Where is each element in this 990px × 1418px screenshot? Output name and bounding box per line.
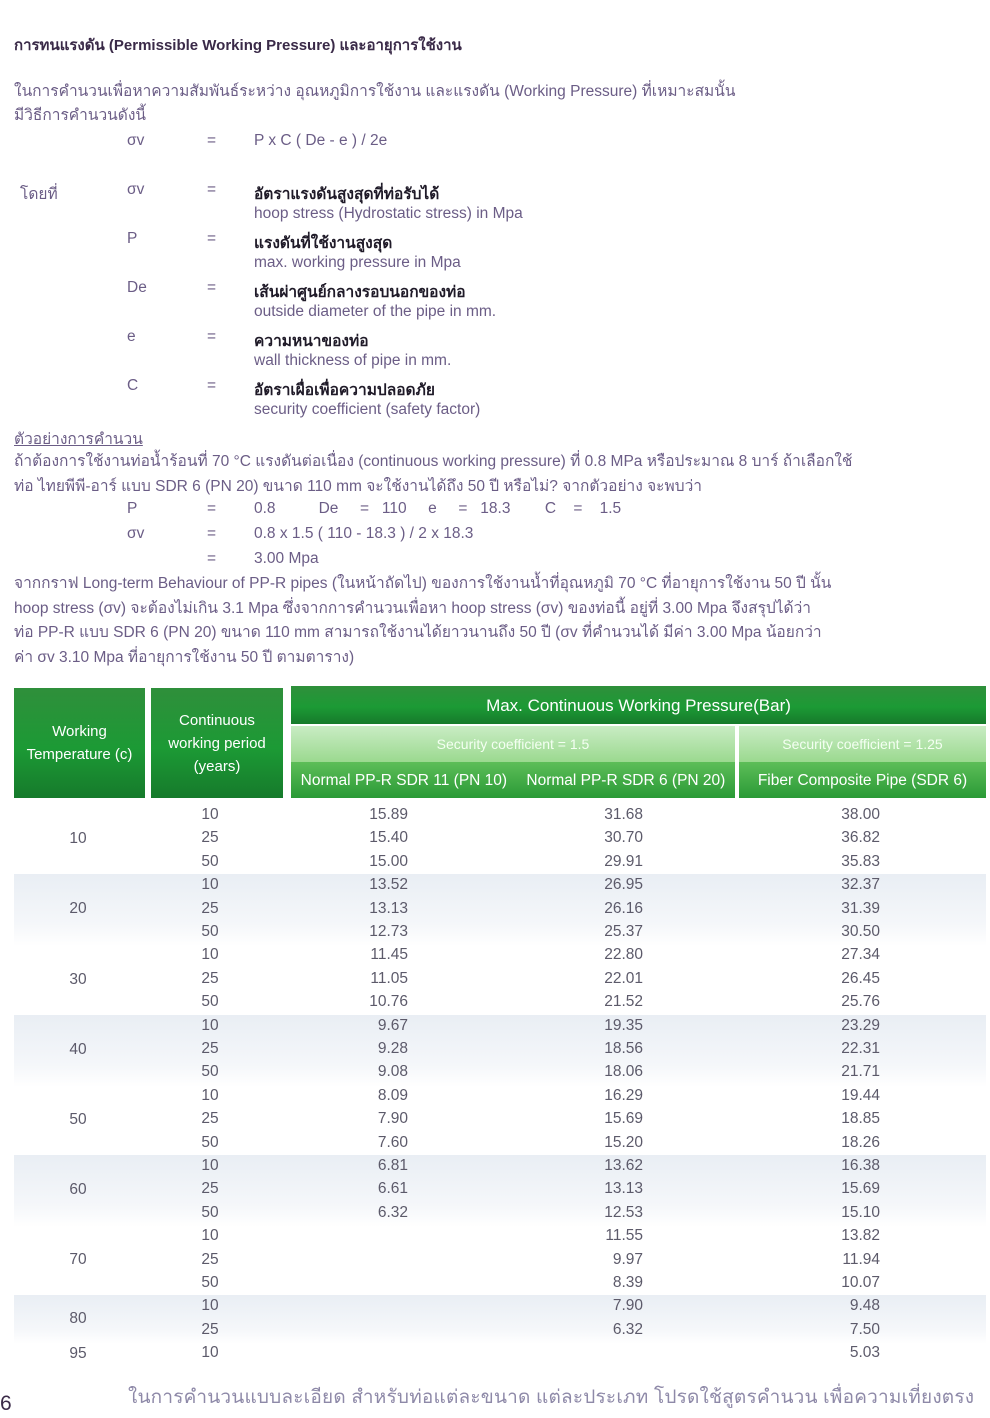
sdr11-value-cell: 9.08 <box>377 1063 408 1081</box>
example-line-2: ท่อ ไทยพีพี-อาร์ แบบ SDR 6 (PN 20) ขนาด 110 mm จะใช้งานได้ถึง 50 ปี หรือไม่? จากตัวอย่าง จะพบว่า <box>14 477 702 495</box>
header-working-temperature-label: Working Temperature (c) <box>26 723 133 763</box>
example-heading: ตัวอย่างการคำนวน <box>14 431 143 448</box>
sdr6-value-cell: 26.16 <box>604 899 643 917</box>
temperature-cell: 40 <box>69 1040 87 1058</box>
conclusion-line-3: ท่อ PP-R แบบ SDR 6 (PN 20) ขนาด 110 mm สามารถใช้งานได้ยาวนานถึง 50 ปี (σv ที่คำนวนได้ มีค่า 3.00 Mpa น้อยกว่า <box>14 624 822 641</box>
sdr11-value-cell: 11.05 <box>370 969 408 987</box>
sdr6-value-cell: 15.20 <box>604 1133 643 1151</box>
header-working-temperature <box>14 688 145 798</box>
fiber-value-cell: 38.00 <box>841 806 880 823</box>
temperature-cell: 20 <box>69 900 87 918</box>
definition-english: outside diameter of the pipe in mm. <box>254 303 497 320</box>
definition-thai: เส้นผ่าศูนย์กลางรอบนอกของท่อ <box>254 284 466 301</box>
sdr6-value-cell: 19.35 <box>604 1016 643 1034</box>
definition-thai: ความหนาของท่อ <box>254 333 369 350</box>
example-intro <box>14 450 884 499</box>
header-sub-sec125 <box>739 762 986 798</box>
fiber-value-cell: 25.76 <box>841 993 880 1011</box>
example-line-1: ถ้าต้องการใช้งานท่อน้ำร้อนที่ 70 °C แรงดันต่อเนื่อง (continuous working pressure) ที่ 0.8 MPa หรือประมาณ 8 บาร์ ถ้าเลือกใช้ <box>14 453 853 470</box>
header-max-pressure <box>291 686 986 724</box>
sdr11-value-cell: 6.61 <box>377 1180 408 1198</box>
sdr6-value-cell: 18.56 <box>604 1040 643 1057</box>
definition-eq: = <box>207 377 217 394</box>
definition-english: hoop stress (Hydrostatic stress) in Mpa <box>254 205 523 222</box>
sdr6-value-cell: 21.52 <box>604 993 643 1011</box>
formula-expression: P x C ( De - e ) / 2e <box>254 132 388 149</box>
definition-symbol: De <box>127 279 147 296</box>
header-continuous-period-label: Continuous working period (years) <box>168 711 266 775</box>
header-max-pressure-label: Max. Continuous Working Pressure(Bar) <box>486 695 791 715</box>
sdr11-value-cell: 10.76 <box>369 993 408 1011</box>
sdr6-value-cell: 7.90 <box>612 1297 643 1315</box>
fiber-value-cell: 7.50 <box>849 1320 880 1338</box>
conclusion-line-1: จากกราฟ Long-term Behaviour of PP-R pipes (ในหน้าถัดไป) ของการใช้งานน้ำที่อุณหภูมิ 70 °C ที่อายุการใช้งาน 50 ปี นั้น <box>14 575 832 592</box>
sdr11-value-cell: 8.09 <box>377 1086 408 1104</box>
fiber-value-cell: 15.10 <box>841 1203 880 1221</box>
calc-2-symbol: σv <box>127 525 145 542</box>
definition-symbol: C <box>127 377 139 394</box>
calc-3-expression: 3.00 Mpa <box>254 550 319 567</box>
definition-english: wall thickness of pipe in mm. <box>254 352 452 369</box>
sdr6-value-cell: 29.91 <box>604 852 643 870</box>
calc-2-eq: = <box>207 525 217 542</box>
fiber-value-cell: 5.03 <box>849 1344 880 1362</box>
period-cell: 50 <box>201 852 219 870</box>
fiber-value-cell: 27.34 <box>841 946 880 964</box>
definition-thai: แรงดันที่ใช้งานสูงสุด <box>254 235 393 252</box>
temperature-cell: 70 <box>69 1251 87 1269</box>
fiber-value-cell: 36.82 <box>841 829 880 847</box>
definition-thai: อัตราเผื่อเพื่อความปลอดภัย <box>254 382 435 399</box>
intro-line-2: มีวิธีการคำนวนดังนี้ <box>14 107 146 124</box>
period-cell: 25 <box>201 1110 219 1128</box>
formula-symbol: σv <box>127 132 145 149</box>
fiber-value-cell: 32.37 <box>841 876 880 894</box>
sdr6-value-cell: 22.80 <box>604 946 643 964</box>
period-cell: 50 <box>201 1203 219 1221</box>
period-cell: 25 <box>201 899 219 917</box>
definition-symbol: P <box>127 230 138 247</box>
period-cell: 25 <box>201 969 219 987</box>
temperature-cell: 30 <box>69 970 87 988</box>
intro-text <box>14 80 914 128</box>
period-cell: 10 <box>201 946 219 964</box>
fiber-value-cell: 23.29 <box>841 1016 880 1034</box>
definition-eq: = <box>207 230 217 247</box>
sdr6-value-cell: 15.69 <box>604 1110 643 1128</box>
temperature-cell: 50 <box>69 1110 87 1128</box>
sdr6-value-cell: 13.62 <box>604 1157 643 1174</box>
fiber-value-cell: 26.45 <box>841 969 880 987</box>
fiber-value-cell: 18.85 <box>841 1110 880 1128</box>
fiber-value-cell: 11.94 <box>842 1250 880 1268</box>
definition-english: max. working pressure in Mpa <box>254 254 461 271</box>
period-cell: 10 <box>201 1086 219 1104</box>
sdr6-value-cell: 18.06 <box>604 1063 643 1081</box>
sdr6-value-cell: 22.01 <box>604 969 643 987</box>
fiber-value-cell: 35.83 <box>841 852 880 870</box>
period-cell: 25 <box>201 1180 219 1198</box>
temperature-cell: 10 <box>69 830 87 848</box>
period-cell: 25 <box>201 1040 219 1057</box>
temperature-cell: 95 <box>69 1344 87 1362</box>
definition-english: security coefficient (safety factor) <box>254 401 481 418</box>
header-continuous-period <box>151 688 283 798</box>
calc-3-eq: = <box>207 550 217 567</box>
period-cell: 10 <box>201 1227 219 1245</box>
sdr6-value-cell: 13.13 <box>604 1180 643 1198</box>
period-cell: 25 <box>201 1250 219 1268</box>
header-security-1-25-label: Security coefficient = 1.25 <box>782 735 943 752</box>
definition-eq: = <box>207 279 217 296</box>
sdr11-value-cell: 9.67 <box>377 1016 408 1034</box>
sdr6-value-cell: 25.37 <box>604 923 643 940</box>
definition-symbol: σv <box>127 181 145 198</box>
sdr11-value-cell: 15.89 <box>369 806 408 823</box>
period-cell: 10 <box>201 806 219 823</box>
fiber-value-cell: 10.07 <box>841 1274 880 1291</box>
period-cell: 25 <box>201 1320 219 1338</box>
sdr6-value-cell: 8.39 <box>612 1274 643 1291</box>
footer-note: ในการคำนวนแบบละเอียด สำหรับท่อแต่ละขนาด แต่ละประเภท โปรดใช้สูตรคำนวน เพื่อความเที่ยงตรง <box>128 1387 975 1408</box>
period-cell: 10 <box>201 876 219 894</box>
conclusion-line-4: ค่า σv 3.10 Mpa ที่อายุการใช้งาน 50 ปี ตามตาราง) <box>14 648 355 666</box>
header-security-1-5 <box>291 726 735 762</box>
period-cell: 50 <box>201 1274 219 1291</box>
fiber-value-cell: 18.26 <box>841 1133 880 1151</box>
fiber-value-cell: 16.38 <box>841 1157 880 1174</box>
period-cell: 50 <box>201 1063 219 1081</box>
fiber-value-cell: 21.71 <box>841 1063 880 1081</box>
sdr11-value-cell: 11.45 <box>370 946 408 964</box>
fiber-value-cell: 13.82 <box>841 1227 880 1245</box>
header-col-fiber: Fiber Composite Pipe (SDR 6) <box>757 771 968 789</box>
fiber-value-cell: 19.44 <box>841 1086 880 1104</box>
header-col-sdr11: Normal PP-R SDR 11 (PN 10) <box>300 771 508 789</box>
conclusion-text <box>14 572 884 670</box>
period-cell: 25 <box>201 829 219 847</box>
fiber-value-cell: 9.48 <box>849 1297 880 1315</box>
period-cell: 10 <box>201 1344 219 1362</box>
sdr6-value-cell: 30.70 <box>604 829 643 847</box>
temperature-cell: 60 <box>69 1181 87 1199</box>
intro-line-1: ในการคำนวนเพื่อหาความสัมพันธ์ระหว่าง อุณหภูมิการใช้งาน และแรงดัน (Working Pressure) ที่เหมาะสมนั้น <box>14 83 736 100</box>
sdr11-value-cell: 6.32 <box>377 1203 408 1221</box>
where-label: โดยที่ <box>20 186 58 203</box>
definition-eq: = <box>207 181 217 198</box>
sdr6-value-cell: 16.29 <box>604 1086 643 1104</box>
fiber-value-cell: 30.50 <box>841 923 880 940</box>
definition-eq: = <box>207 328 217 345</box>
period-cell: 50 <box>201 923 219 940</box>
sdr11-value-cell: 13.13 <box>369 899 408 917</box>
sdr6-value-cell: 26.95 <box>604 876 643 894</box>
calc-2-expression: 0.8 x 1.5 ( 110 - 18.3 ) / 2 x 18.3 <box>254 525 474 542</box>
formula-eq: = <box>207 132 217 149</box>
period-cell: 10 <box>201 1157 219 1174</box>
page-number: 6 <box>0 1392 12 1415</box>
sdr6-value-cell: 12.53 <box>604 1203 643 1221</box>
fiber-value-cell: 15.69 <box>841 1180 880 1198</box>
temperature-cell: 80 <box>69 1309 87 1327</box>
page-title: การทนแรงดัน (Permissible Working Pressure) และอายุการใช้งาน <box>14 37 462 54</box>
calc-1-expression: 0.8 De = 110 e = 18.3 C = 1.5 <box>254 500 622 517</box>
period-cell: 50 <box>201 1133 219 1151</box>
sdr6-value-cell: 11.55 <box>605 1227 643 1245</box>
sdr11-value-cell: 9.28 <box>377 1040 408 1057</box>
definition-thai: อัตราแรงดันสูงสุดที่ท่อรับได้ <box>254 186 440 203</box>
calc-1-eq: = <box>207 500 217 517</box>
sdr11-value-cell: 12.73 <box>369 923 408 940</box>
conclusion-line-2: hoop stress (σv) จะต้องไม่เกิน 3.1 Mpa ซึ่งจากการคำนวนเพื่อหา hoop stress (σv) ของท่อนี้ อยู่ที่ 3.00 Mpa จึงสรุปได้ว่า <box>14 599 812 617</box>
fiber-value-cell: 31.39 <box>841 899 880 917</box>
sdr6-value-cell: 9.97 <box>612 1250 643 1268</box>
fiber-value-cell: 22.31 <box>841 1040 880 1057</box>
sdr11-value-cell: 13.52 <box>369 876 408 894</box>
sdr6-value-cell: 31.68 <box>604 806 643 823</box>
header-sub-sec15 <box>291 762 735 798</box>
header-security-1-25 <box>739 726 986 762</box>
sdr11-value-cell: 15.00 <box>369 852 408 870</box>
period-cell: 10 <box>201 1016 219 1034</box>
sdr11-value-cell: 6.81 <box>377 1157 408 1174</box>
period-cell: 10 <box>201 1297 219 1315</box>
definition-symbol: e <box>127 328 136 345</box>
calc-1-symbol: P <box>127 500 138 517</box>
header-security-1-5-label: Security coefficient = 1.5 <box>436 735 590 752</box>
period-cell: 50 <box>201 993 219 1011</box>
sdr11-value-cell: 7.90 <box>377 1110 408 1128</box>
sdr11-value-cell: 15.40 <box>369 829 408 847</box>
sdr6-value-cell: 6.32 <box>612 1320 643 1338</box>
sdr11-value-cell: 7.60 <box>377 1133 408 1151</box>
header-col-sdr6: Normal PP-R SDR 6 (PN 20) <box>526 771 726 789</box>
